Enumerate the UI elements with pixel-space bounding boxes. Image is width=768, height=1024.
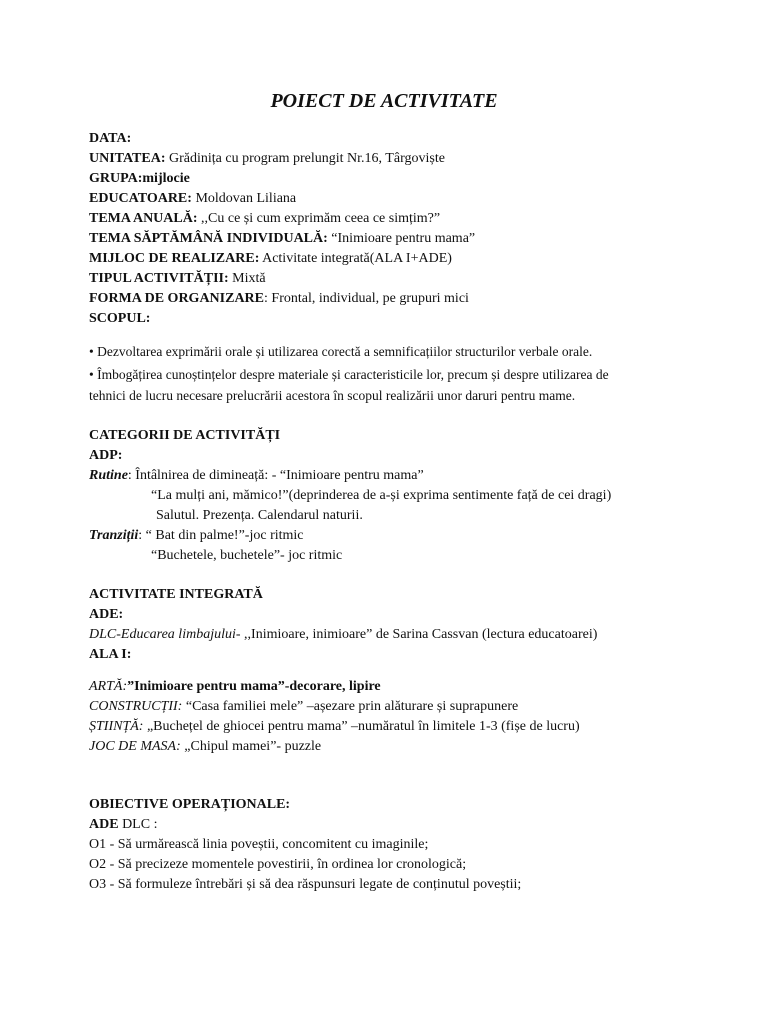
ade-label: ADE: xyxy=(89,607,124,622)
scop-bullet-2 xyxy=(89,365,609,385)
obiective-ade-label: ADE xyxy=(89,817,119,832)
tipul-label: TIPUL ACTIVITĂȚII: xyxy=(89,271,229,286)
tipul-value: Mixtă xyxy=(228,271,266,286)
obiective-ade-line xyxy=(89,815,157,835)
mijloc-line xyxy=(89,249,452,269)
stiinta-label: ȘTIINȚĂ: xyxy=(89,719,144,734)
tipul-line xyxy=(89,269,266,289)
obiective-heading: OBIECTIVE OPERAȚIONALE: xyxy=(89,797,291,812)
data-line: DATA: xyxy=(89,131,132,146)
rutine-item-2: “La mulți ani, mămico!”(deprinderea de a-și exprima sentimente față de cei dragi) xyxy=(151,488,612,503)
tranzitii-line xyxy=(89,526,304,546)
obiective-dlc-label: DLC : xyxy=(118,817,158,832)
arta-label: ARTĂ: xyxy=(89,679,128,694)
document-title: POIECT DE ACTIVITATE xyxy=(270,90,498,112)
educatoare-value: Moldovan Liliana xyxy=(191,191,297,206)
categorii-heading: CATEGORII DE ACTIVITĂȚI xyxy=(89,428,281,443)
educatoare-label: EDUCATOARE: xyxy=(89,191,192,206)
dlc-line xyxy=(89,625,597,645)
integrata-heading: ACTIVITATE INTEGRATĂ xyxy=(89,587,263,602)
tema-saptamana-value: “Inimioare pentru mama” xyxy=(327,231,476,246)
joc-de-masa-value: „Chipul mamei”- puzzle xyxy=(180,739,322,754)
joc-de-masa-line xyxy=(89,737,321,757)
stiinta-value: „Buchețel de ghiocei pentru mama” –număratul în limitele 1-3 (fișe de lucru) xyxy=(143,719,580,734)
tema-saptamana-line xyxy=(89,229,475,249)
tranzitii-value: : “ Bat din palme!”-joc ritmic xyxy=(138,528,304,543)
constructii-label: CONSTRUCȚII: xyxy=(89,699,183,714)
tema-saptamana-label: TEMA SĂPTĂMÂNĂ INDIVIDUALĂ: xyxy=(89,231,328,246)
scop-bullet-2-continuation: tehnici de lucru necesare prelucrării acestora în scopul realizării unor daruri pentru mame. xyxy=(89,388,576,403)
joc-de-masa-label: JOC DE MASA: xyxy=(89,739,181,754)
dlc-value: - ,,Inimioare, inimioare” de Sarina Cassvan (lectura educatoarei) xyxy=(235,627,598,642)
tranzitii-label: Tranziții xyxy=(89,528,139,543)
bullet-icon: • xyxy=(89,344,94,359)
tema-anuala-value: ,,Cu ce și cum exprimăm ceea ce simțim?” xyxy=(197,211,441,226)
unitatea-value: Grădinița cu program prelungit Nr.16, Târgoviște xyxy=(165,151,445,166)
forma-value: : Frontal, individual, pe grupuri mici xyxy=(264,291,469,306)
forma-line xyxy=(89,289,469,309)
arta-value: ”Inimioare pentru mama”-decorare, lipire xyxy=(127,679,381,694)
rutine-line xyxy=(89,466,424,486)
tema-anuala-label: TEMA ANUALĂ: xyxy=(89,211,198,226)
tema-anuala-line xyxy=(89,209,440,229)
bullet-icon: • xyxy=(89,367,94,382)
objective-o1: O1 - Să urmărească linia poveștii, concomitent cu imaginile; xyxy=(89,837,429,852)
objective-o3: O3 - Să formuleze întrebări și să dea răspunsuri legate de conținutul poveștii; xyxy=(89,877,522,892)
rutine-item-3: Salutul. Prezența. Calendarul naturii. xyxy=(156,508,363,523)
dlc-label: DLC-Educarea limbajului xyxy=(89,627,236,642)
objective-o2: O2 - Să precizeze momentele povestirii, în ordinea lor cronologică; xyxy=(89,857,467,872)
unitatea-line xyxy=(89,149,445,169)
mijloc-label: MIJLOC DE REALIZARE: xyxy=(89,251,260,266)
constructii-value: “Casa familiei mele” –așezare prin alăturare și suprapunere xyxy=(182,699,519,714)
educatoare-line xyxy=(89,189,296,209)
arta-line xyxy=(89,677,381,697)
grupa-line: GRUPA:mijlocie xyxy=(89,171,190,186)
scop-bullet-1 xyxy=(89,342,592,362)
stiinta-line xyxy=(89,717,580,737)
forma-label: FORMA DE ORGANIZARE xyxy=(89,291,265,306)
scopul-heading: SCOPUL: xyxy=(89,311,151,326)
rutine-value: : Întâlnirea de dimineață: - “Inimioare pentru mama” xyxy=(127,468,424,483)
scop-bullet-2-text: Îmbogățirea cunoștințelor despre materiale și caracteristicile lor, precum și despre utilizarea de xyxy=(93,367,609,382)
rutine-label: Rutine xyxy=(89,468,128,483)
ala-label: ALA I: xyxy=(89,647,132,662)
scop-bullet-1-text: Dezvoltarea exprimării orale și utilizarea corectă a semnificațiilor structurilor verbale orale. xyxy=(93,344,593,359)
tranzitii-item-2: “Buchetele, buchetele”- joc ritmic xyxy=(151,548,343,563)
constructii-line xyxy=(89,697,518,717)
unitatea-label: UNITATEA: xyxy=(89,151,166,166)
adp-label: ADP: xyxy=(89,448,123,463)
mijloc-value: Activitate integrată(ALA I+ADE) xyxy=(259,251,452,266)
